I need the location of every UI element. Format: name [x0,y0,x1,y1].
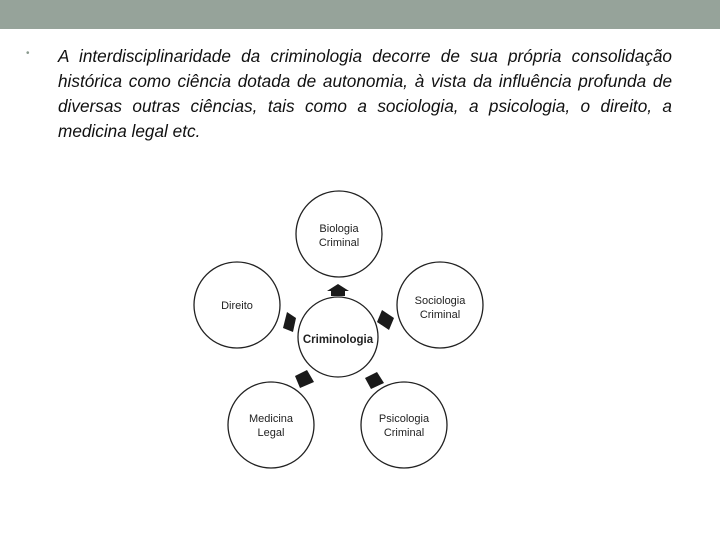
node-direito [194,262,280,348]
node-label-line: Criminal [419,309,461,321]
arrow-icon [377,310,394,330]
node-label-line: Criminal [318,237,360,249]
node-biologia [296,191,382,277]
node-sociologia [397,262,483,348]
center-label: Criminologia [302,334,374,346]
node-medicina [228,382,314,468]
node-label-line: Criminal [383,427,425,439]
bullet-text: A interdisciplinaridade da criminologia decorre de sua própria consolidação histórica como ciência dotada de autonomia, à vista da influência profunda de diversas outras ciências, tais como a sociologia, a psicologia, o direito, a medicina legal etc. [58,46,672,141]
node-label-line: Biologia [319,223,359,235]
center-node [298,297,378,377]
arrow-icon [295,370,314,388]
node-psicologia [361,382,447,468]
node-label-line: Medicina [248,413,294,425]
arrow-icon [283,312,296,332]
node-label-line: Legal [257,427,285,439]
node-label-line: Direito [221,300,253,312]
bullet-marker: • [26,48,30,59]
arrow-icon [327,284,349,296]
node-label-line: Psicologia [378,413,430,425]
node-label-line: Sociologia [414,295,466,307]
arrow-icon [365,372,384,389]
